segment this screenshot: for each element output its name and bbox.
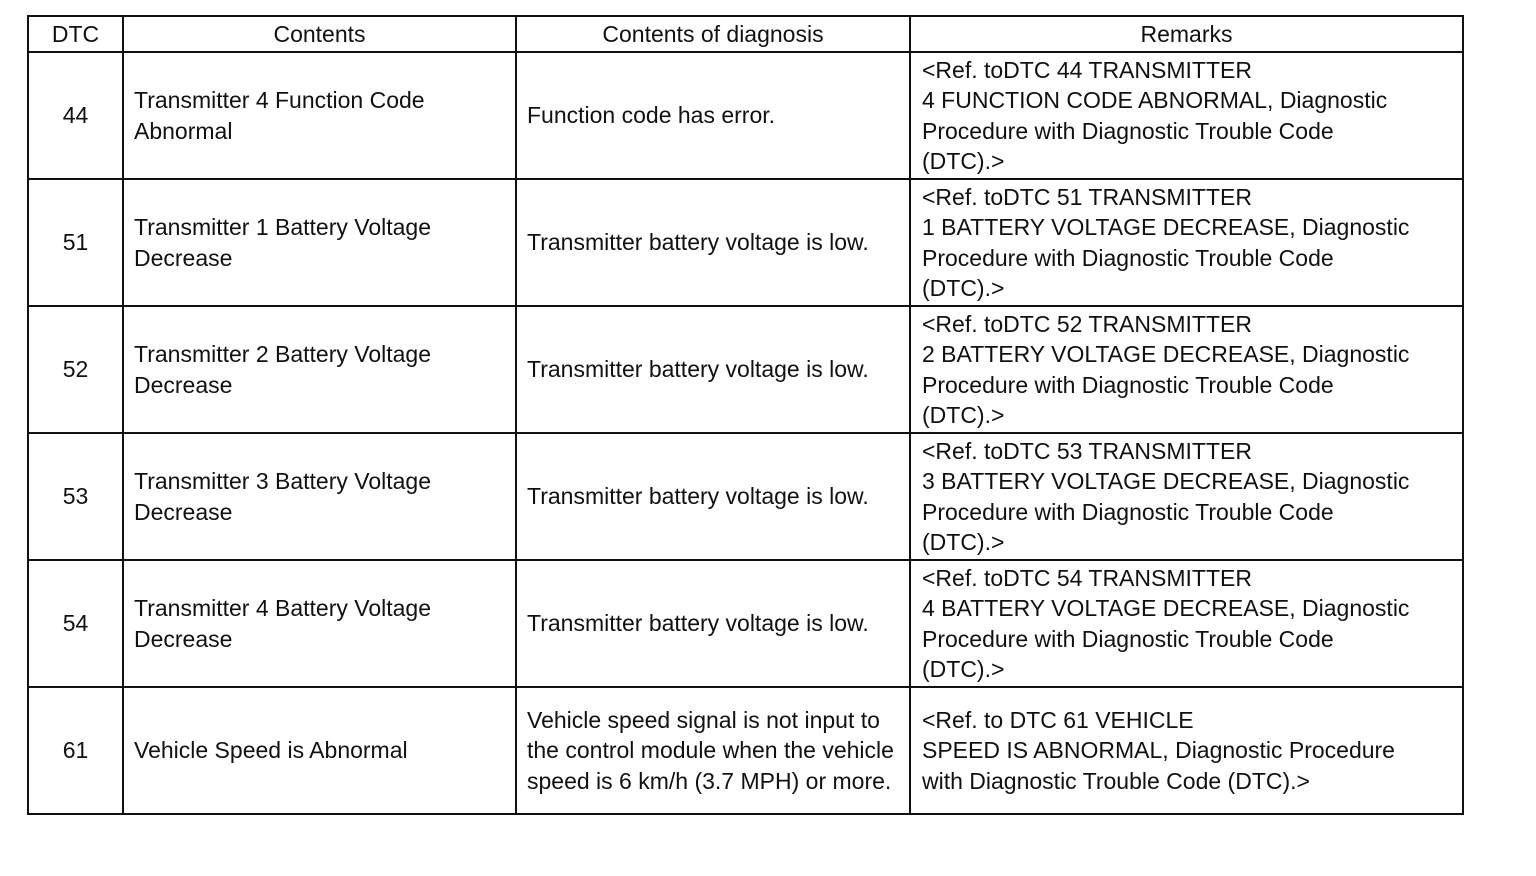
header-remarks: Remarks — [910, 16, 1463, 52]
table-row — [28, 179, 1463, 306]
remarks-line: <Ref. toDTC 44 TRANSMITTER — [922, 56, 1252, 83]
remarks-line: Procedure with Diagnostic Trouble Code — [922, 498, 1334, 525]
remarks-line: Procedure with Diagnostic Trouble Code — [922, 244, 1334, 271]
remarks-line: SPEED IS ABNORMAL, Diagnostic Procedure — [922, 737, 1395, 764]
dtc-code-cell: 61 — [28, 687, 123, 814]
remarks-line: Procedure with Diagnostic Trouble Code — [922, 625, 1334, 652]
remarks-line: Procedure with Diagnostic Trouble Code — [922, 117, 1334, 144]
dtc-code-cell: 54 — [28, 560, 123, 687]
contents-cell: Transmitter 3 Battery Voltage Decrease — [123, 433, 516, 560]
remarks-line: (DTC).> — [922, 656, 1005, 682]
contents-cell: Transmitter 4 Function Code Abnormal — [123, 52, 516, 179]
remarks-cell — [910, 52, 1463, 179]
contents-cell: Transmitter 2 Battery Voltage Decrease — [123, 306, 516, 433]
diagnosis-cell: Function code has error. — [516, 52, 910, 179]
table-row — [28, 687, 1463, 814]
dtc-code-cell: 51 — [28, 179, 123, 306]
diagnosis-cell: Transmitter battery voltage is low. — [516, 433, 910, 560]
table-row — [28, 433, 1463, 560]
remarks-line: (DTC).> — [922, 148, 1005, 174]
table-row — [28, 306, 1463, 433]
remarks-line: Procedure with Diagnostic Trouble Code — [922, 371, 1334, 398]
remarks-line: 4 FUNCTION CODE ABNORMAL, Diagnostic — [922, 87, 1388, 113]
diagnosis-cell: Transmitter battery voltage is low. — [516, 560, 910, 687]
remarks-line: <Ref. to DTC 61 VEHICLE — [922, 706, 1194, 733]
remarks-cell — [910, 306, 1463, 433]
diagnosis-cell: Vehicle speed signal is not input to the control module when the vehicle speed is 6 km/h (3.7 MPH) or more. — [516, 687, 910, 814]
header-contents: Contents — [123, 16, 516, 52]
remarks-cell — [910, 433, 1463, 560]
table-row — [28, 52, 1463, 179]
header-dtc: DTC — [28, 16, 123, 52]
diagnosis-cell: Transmitter battery voltage is low. — [516, 306, 910, 433]
dtc-code-cell: 52 — [28, 306, 123, 433]
remarks-cell — [910, 179, 1463, 306]
remarks-line: <Ref. toDTC 51 TRANSMITTER — [922, 183, 1252, 210]
remarks-line: <Ref. toDTC 53 TRANSMITTER — [922, 437, 1252, 464]
remarks-line: 4 BATTERY VOLTAGE DECREASE, Diagnostic — [922, 595, 1410, 621]
remarks-line: 1 BATTERY VOLTAGE DECREASE, Diagnostic — [922, 214, 1410, 240]
header-row — [28, 16, 1463, 52]
remarks-line: (DTC).> — [922, 529, 1005, 555]
dtc-code-cell: 53 — [28, 433, 123, 560]
table-row — [28, 560, 1463, 687]
dtc-table — [27, 15, 1464, 815]
dtc-code-cell: 44 — [28, 52, 123, 179]
diagnosis-cell: Transmitter battery voltage is low. — [516, 179, 910, 306]
remarks-line: (DTC).> — [922, 275, 1005, 301]
remarks-line: with Diagnostic Trouble Code (DTC).> — [922, 767, 1310, 794]
remarks-line: <Ref. toDTC 54 TRANSMITTER — [922, 564, 1252, 591]
remarks-line: 3 BATTERY VOLTAGE DECREASE, Diagnostic — [922, 468, 1410, 494]
remarks-line: 2 BATTERY VOLTAGE DECREASE, Diagnostic — [922, 341, 1410, 367]
remarks-cell — [910, 687, 1463, 814]
contents-cell: Transmitter 4 Battery Voltage Decrease — [123, 560, 516, 687]
remarks-line: <Ref. toDTC 52 TRANSMITTER — [922, 310, 1252, 337]
remarks-line: (DTC).> — [922, 402, 1005, 428]
header-diagnosis: Contents of diagnosis — [516, 16, 910, 52]
remarks-cell — [910, 560, 1463, 687]
contents-cell: Transmitter 1 Battery Voltage Decrease — [123, 179, 516, 306]
contents-cell: Vehicle Speed is Abnormal — [123, 687, 516, 814]
